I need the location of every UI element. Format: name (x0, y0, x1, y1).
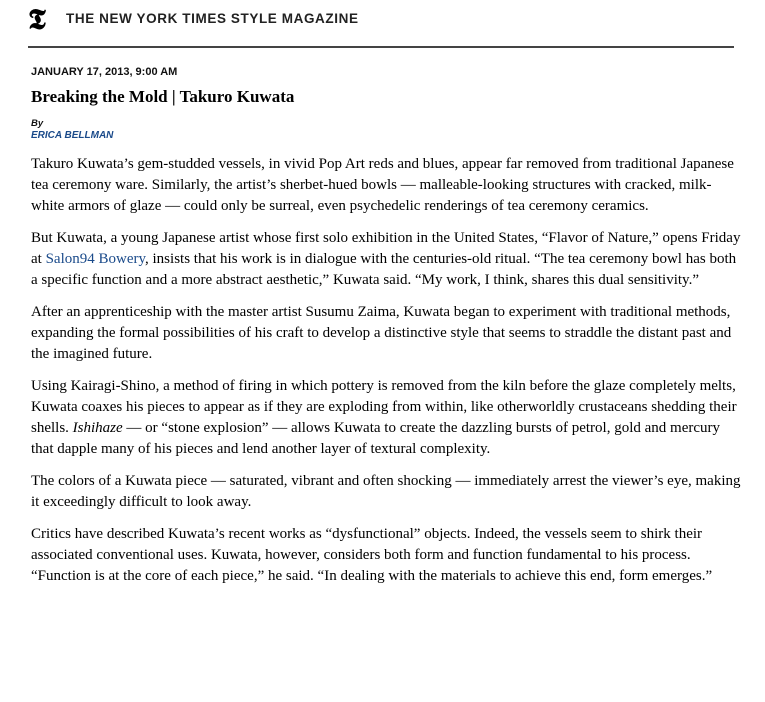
nyt-t-logo-icon[interactable]: 𝕿 (28, 2, 46, 36)
dateline: JANUARY 17, 2013, 9:00 AM (31, 66, 178, 78)
paragraph-5: The colors of a Kuwata piece — saturated, vibrant and often shocking — immediately arrest the viewer’s eye, making it exceedingly difficult to look away. (31, 473, 741, 510)
paragraph-2 (31, 228, 743, 291)
paragraph-1: Takuro Kuwata’s gem-studded vessels, in vivid Pop Art reds and blues, appear far removed from traditional Japanese tea ceremony ware. Similarly, the artist’s sherbet-hued bowls — malleable-looking structures with cracked, milk-white armors of glaze — could only be surreal, even psychedelic renderings of tea ceremony ceramics. (31, 156, 734, 214)
byline-label: By (31, 118, 44, 129)
byline-author-link[interactable]: ERICA BELLMAN (31, 130, 114, 141)
paragraph-4-text-a: Using Kairagi-Shino, a method of firing in which pottery is removed from the kiln before the glaze completely melts, Kuwata coaxes his pieces to appear as if they are exploding from within, like otherworldly crustaceans shedding their shells. (31, 378, 737, 436)
paragraph-3: After an apprenticeship with the master artist Susumu Zaima, Kuwata began to experiment with traditional methods, expanding the formal possibilities of his craft to develop a distinctive style that seems to straddle the distant past and the imagined future. (31, 304, 732, 362)
magazine-title[interactable]: THE NEW YORK TIMES STYLE MAGAZINE (66, 11, 359, 26)
salon94-bowery-link[interactable]: Salon94 Bowery (45, 251, 146, 267)
ishihaze-term: Ishihaze (72, 420, 123, 436)
article-body (31, 154, 743, 598)
paragraph-2-text-a: But Kuwata, a young Japanese artist whose first solo exhibition in the United States, “Flavor of Nature,” opens Friday at (31, 230, 741, 267)
masthead (28, 3, 734, 39)
paragraph-4-text-b: — or “stone explosion” — allows Kuwata to create the dazzling bursts of petrol, gold and mercury that dapple many of his pieces and lend another layer of textural complexity. (31, 420, 720, 457)
article-headline: Breaking the Mold | Takuro Kuwata (31, 87, 295, 106)
paragraph-6: Critics have described Kuwata’s recent works as “dysfunctional” objects. Indeed, the vessels seem to shirk their associated conventional uses. Kuwata, however, considers both form and function fundamental to his process. “Function is at the core of each piece,” he said. “In dealing with the materials to achieve this end, form emerges.” (31, 526, 713, 584)
paragraph-4 (31, 376, 743, 460)
masthead-rule (28, 46, 734, 48)
paragraph-2-text-b: , insists that his work is in dialogue with the centuries-old ritual. “The tea ceremony bowl has both a specific function and a more abstract aesthetic,” Kuwata said. “My work, I think, shares this dual sensitivity.” (31, 251, 737, 288)
